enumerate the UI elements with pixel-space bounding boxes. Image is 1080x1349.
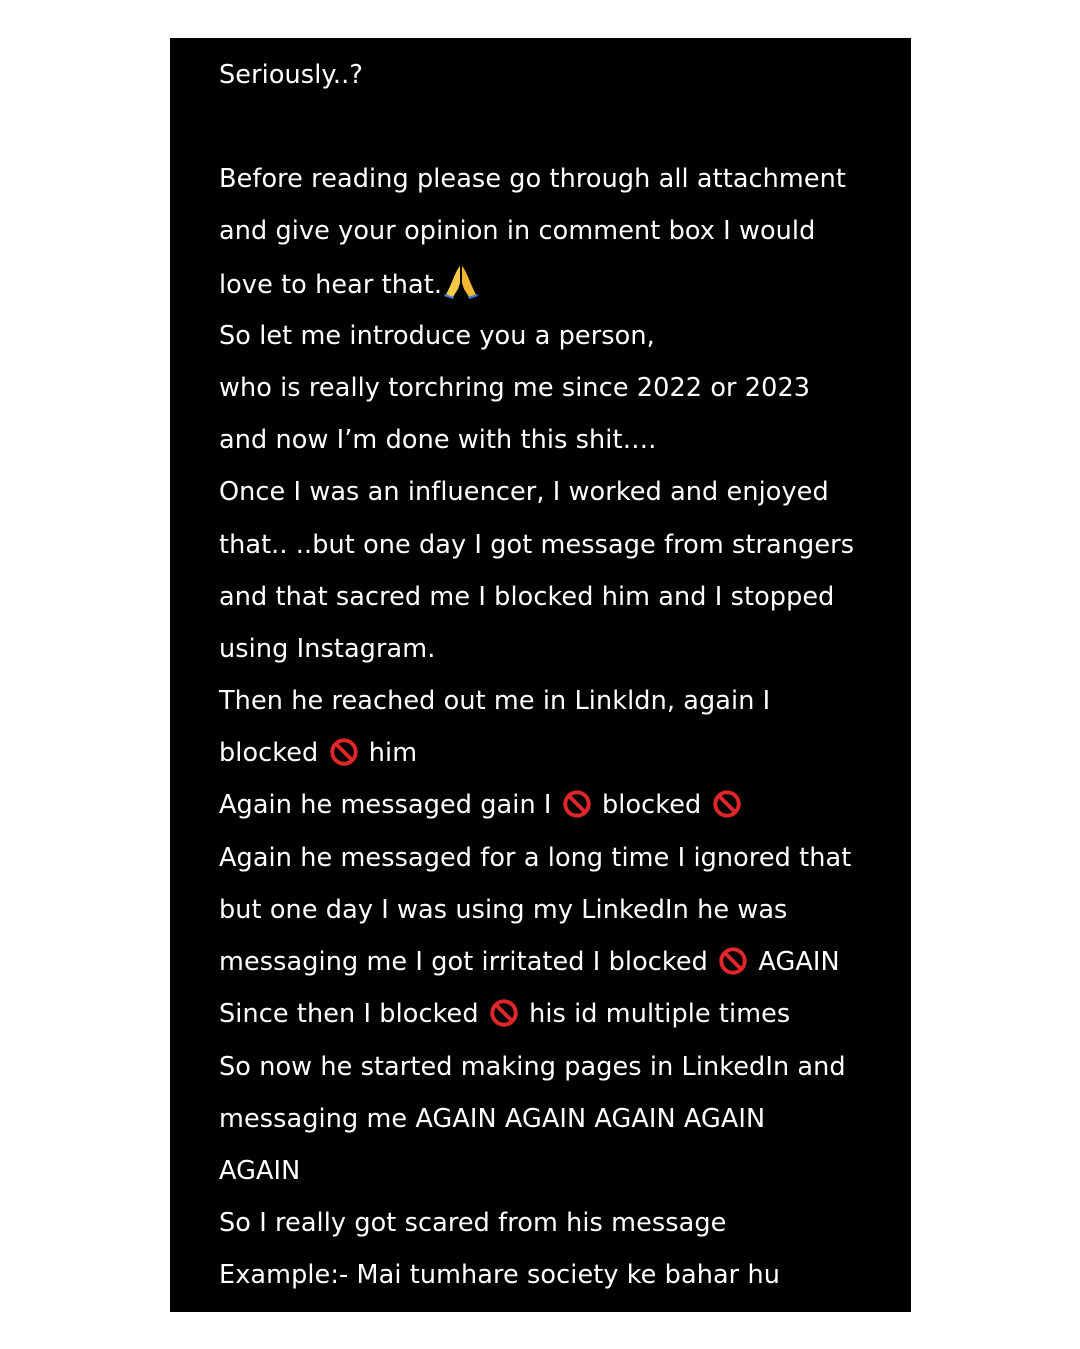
text-segment: AGAIN: [758, 947, 840, 977]
text-segment: blocked: [601, 790, 702, 820]
text-line-9: that.. ..but one day I got message from strangers: [219, 530, 855, 560]
text-line-8: Once I was an influencer, I worked and enjoyed: [219, 477, 829, 507]
text-line-15: Again he messaged for a long time I ignored that: [219, 843, 852, 873]
no-entry-sign-icon: [718, 946, 748, 976]
text-line-1: Seriously..?: [219, 60, 363, 90]
text-line-6: who is really torchring me since 2022 or 2023: [219, 373, 811, 403]
text-line-14: [219, 785, 744, 825]
text-segment: messaging me I got irritated I blocked: [219, 947, 708, 977]
text-line-16: but one day I was using my LinkedIn he was: [219, 895, 788, 925]
text-line-17: [219, 942, 840, 982]
no-entry-sign-icon: [712, 789, 742, 819]
no-entry-sign-icon: [489, 998, 519, 1028]
text-segment: him: [368, 738, 418, 768]
text-line-19: So now he started making pages in LinkedIn and: [219, 1052, 846, 1082]
text-line-20: messaging me AGAIN AGAIN AGAIN AGAIN: [219, 1104, 766, 1134]
text-segment: love to hear that.: [219, 270, 443, 300]
text-line-21: AGAIN: [219, 1156, 301, 1186]
text-line-5: So let me introduce you a person,: [219, 321, 655, 351]
text-line-3: and give your opinion in comment box I would: [219, 216, 816, 246]
text-segment: his id multiple times: [529, 999, 791, 1029]
no-entry-sign-icon: [329, 737, 359, 767]
no-entry-sign-icon: [562, 789, 592, 819]
folded-hands-icon: [444, 263, 478, 299]
text-line-11: using Instagram.: [219, 634, 436, 664]
text-segment: blocked: [219, 738, 319, 768]
post-text-panel: [170, 38, 911, 1312]
text-line-10: and that sacred me I blocked him and I stopped: [219, 582, 835, 612]
text-line-22: So I really got scared from his message: [219, 1208, 727, 1238]
text-line-2: Before reading please go through all attachment: [219, 164, 847, 194]
text-segment: Since then I blocked: [219, 999, 479, 1029]
text-line-23: Example:- Mai tumhare society ke bahar hu: [219, 1260, 780, 1290]
text-line-12: Then he reached out me in Linkldn, again I: [219, 686, 771, 716]
text-line-4: [219, 263, 478, 303]
text-line-7: and now I’m done with this shit….: [219, 425, 657, 455]
text-line-18: [219, 994, 790, 1034]
text-segment: Again he messaged gain I: [219, 790, 552, 820]
text-line-13: [219, 733, 417, 773]
